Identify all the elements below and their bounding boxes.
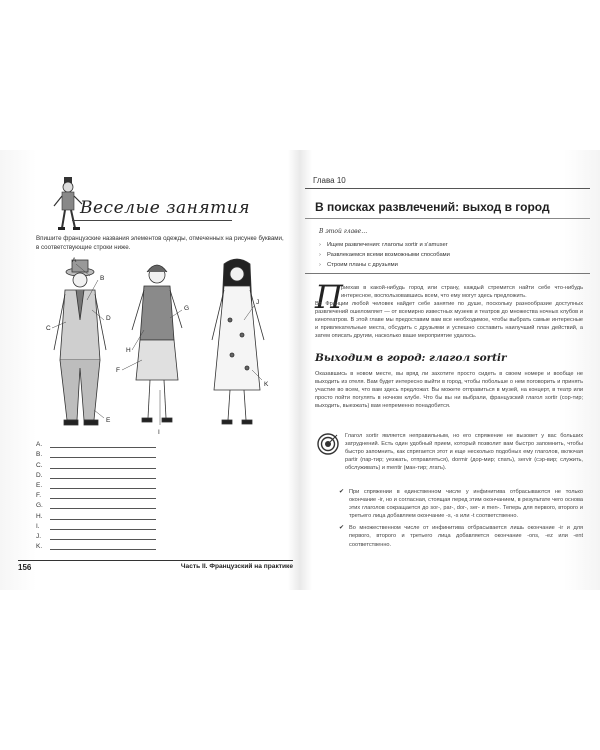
divider	[305, 188, 590, 189]
figure-letter: B	[100, 275, 105, 282]
section-title: Веселые занятия	[80, 198, 250, 218]
answer-label: F.	[36, 492, 42, 500]
answer-blank[interactable]	[50, 472, 156, 479]
answer-row	[36, 540, 156, 550]
bullet-icon: ›	[319, 262, 321, 268]
checkmark-icon: ✔	[339, 489, 345, 495]
figure-letter: G	[184, 305, 190, 312]
paragraph-text: риехав в какой-нибудь город или страну, каждый стремится найти себе что-нибудь интересное, воспользовавшись всем, что ему могут здесь предложить.	[341, 285, 583, 300]
exercise-instruction: Впишите французские названия элементов одежды, отмеченных на рисунке буквами, в соответствующие строки ниже.	[36, 235, 284, 251]
rule-list	[339, 488, 583, 553]
intro-paragraph-continued	[315, 300, 583, 340]
figure-letter: E	[106, 417, 111, 424]
left-page	[18, 150, 293, 590]
divider	[305, 273, 590, 274]
tip-paragraph	[345, 432, 583, 472]
answer-blank[interactable]	[50, 482, 156, 489]
toc-text: Развлекаемся всеми возможными способами	[327, 252, 450, 258]
figure-letter: C	[46, 325, 51, 332]
figure-letter: A	[72, 257, 77, 264]
list-item	[339, 488, 583, 520]
body-paragraph	[315, 370, 583, 410]
answer-label: G.	[36, 502, 43, 510]
list-item	[319, 260, 579, 270]
drop-cap: П	[315, 278, 343, 316]
book-spread	[0, 150, 600, 590]
answer-lines	[36, 438, 156, 550]
answer-label: E.	[36, 481, 43, 489]
target-icon	[317, 433, 339, 455]
answer-label: C.	[36, 461, 43, 469]
in-chapter-label: В этой главе…	[319, 228, 368, 235]
list-item-text: Во множественном числе от инфинитива отбрасывается лишь окончание -ir и для первого, второго и третьего лица добавляется окончание -ons, -ez или -ent соответственно.	[349, 525, 583, 548]
divider	[305, 218, 590, 219]
intro-paragraph	[341, 284, 583, 300]
title-underline	[72, 220, 232, 221]
list-item	[339, 524, 583, 548]
page-number: 156	[18, 563, 32, 572]
toc-text: Строим планы с друзьями	[327, 262, 398, 268]
answer-row	[36, 489, 156, 499]
answer-row	[36, 509, 156, 519]
chapter-label: Глава 10	[313, 176, 346, 185]
paragraph-text: Оказавшись в новом месте, вы вряд ли захотите просто сидеть в своем номере и вообще не выходить из отеля. Вам будет интересно выйти в город, чтобы побольше о нем поговорить и принять участие во всем, что вам здесь предложат. Вы можете отправиться в музей, на концерт, в театр или просто пойти погулять в ночном клубе. Что бы вы ни выбрали, французский глагол sortir (сор-тир; выходить, выезжать) вам непременно понадобится.	[315, 371, 583, 410]
answer-blank[interactable]	[50, 441, 156, 448]
figure-letter: J	[256, 299, 260, 306]
answer-blank[interactable]	[50, 462, 156, 469]
right-page	[305, 150, 590, 590]
checkmark-icon: ✔	[339, 525, 345, 532]
answer-label: K.	[36, 543, 43, 551]
chapter-title: В поисках развлечений: выход в город	[315, 200, 550, 214]
answer-blank[interactable]	[50, 523, 156, 530]
answer-row	[36, 448, 156, 458]
answer-blank[interactable]	[50, 451, 156, 458]
bullet-icon: ›	[319, 252, 321, 258]
answer-blank[interactable]	[50, 543, 156, 550]
answer-row	[36, 499, 156, 509]
section-heading: Выходим в город: глагол sortir	[315, 352, 507, 364]
list-item	[319, 250, 579, 260]
answer-label: J.	[36, 532, 42, 540]
answer-row	[36, 520, 156, 530]
paragraph-text: Во Франции любой человек найдет себе занятие по душе, поскольку разнообразие доступных развлечений ошеломляет — от всемирно известных музеев и театров до множества ночных клубов и кинотеатров. В этой главе мы предоставим вам все необходимое, чтобы выбрать самые интересные и привлекательные места, обсудить с друзьями и успешно составить наилучший план действий, а затем описать другим, насколько ваше мероприятие удалось.	[315, 301, 583, 340]
figure-letter: H	[126, 347, 131, 354]
running-head: Часть II. Французский на практике	[180, 563, 293, 570]
page-footer	[18, 560, 293, 575]
answer-label: H.	[36, 512, 43, 520]
list-item-text: При спряжении в единственном числе у инфинитива отбрасываются не только окончание -ir, но и согласная, стоящая перед этим окончанием, в результате чего основа этих глаголов сокращается до sor-, par-, dor-, ser- и men-. Теперь для первого, второго и третьего лица добавляем окончание -s, -s или -t соответственно.	[349, 489, 583, 520]
list-item	[319, 240, 579, 250]
answer-row	[36, 458, 156, 468]
clothing-illustration	[32, 250, 272, 440]
answer-row	[36, 530, 156, 540]
figure-letter: I	[158, 429, 160, 436]
figure-letter: D	[106, 315, 111, 322]
answer-label: D.	[36, 471, 43, 479]
paragraph-text: Глагол sortir является неправильным, но его спряжение не вызовет у вас больших затруднений. Есть один удобный прием, который позволит вам быстро запомнить, чтобы быстро запомнить, как спрягается этот и еще несколько подобных ему глаголов, включая partir (пар-тир; уезжать, отправляться), dormir (дор-мир; спать), servir (сэр-вир; служить, обслуживать) и mentir (ман-тир; лгать).	[345, 433, 583, 472]
answer-row	[36, 479, 156, 489]
figure-letter: F	[116, 367, 120, 374]
answer-blank[interactable]	[50, 513, 156, 520]
answer-blank[interactable]	[50, 492, 156, 499]
figure-letter: K	[264, 381, 269, 388]
answer-blank[interactable]	[50, 533, 156, 540]
bullet-icon: ›	[319, 242, 321, 248]
toc-text: Ищем развлечения: глаголы sortir и s'amuser	[327, 242, 448, 248]
answer-row	[36, 469, 156, 479]
answer-label: B.	[36, 451, 43, 459]
answer-row	[36, 438, 156, 448]
answer-label: I.	[36, 522, 40, 530]
answer-blank[interactable]	[50, 502, 156, 509]
answer-label: A.	[36, 441, 43, 449]
chapter-contents	[319, 240, 579, 270]
